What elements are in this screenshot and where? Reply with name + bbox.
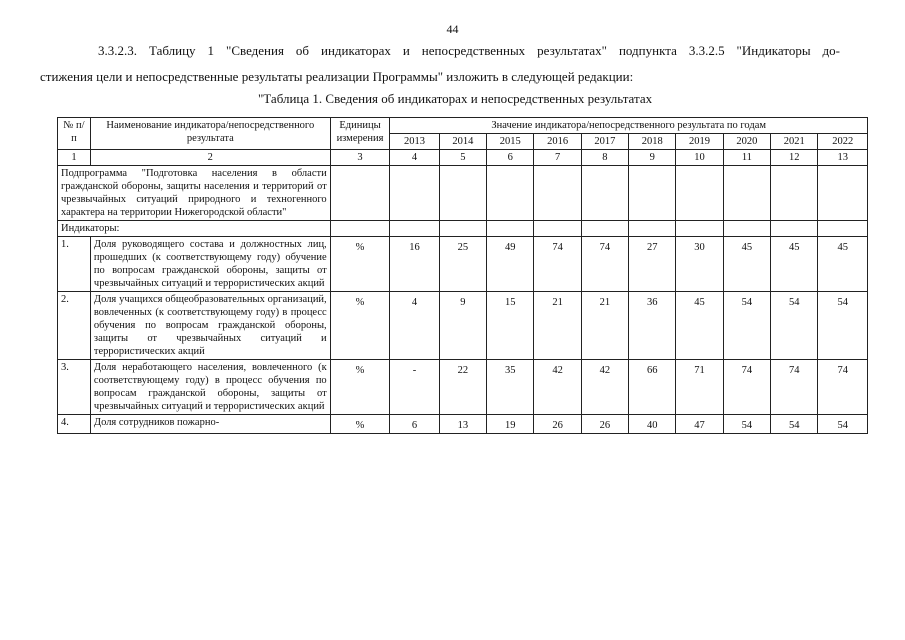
col-number: 4 bbox=[390, 150, 439, 166]
value-cell-2022: 54 bbox=[818, 415, 868, 434]
indicators-label-row bbox=[58, 221, 868, 237]
indicator-unit: % bbox=[330, 415, 390, 434]
col-number: 1 bbox=[58, 150, 91, 166]
intro-line-1: 3.3.2.3. Таблицу 1 "Сведения об индикаторах и непосредственных результатах" подпункта 3.3.2.5 "Индикаторы до- bbox=[98, 43, 840, 58]
value-cell-2016: 74 bbox=[534, 237, 581, 292]
col-number: 11 bbox=[723, 150, 770, 166]
year-2018: 2018 bbox=[629, 134, 676, 150]
value-cell-2015: 15 bbox=[487, 292, 534, 360]
table-row bbox=[58, 292, 868, 360]
subprogram-row bbox=[58, 166, 868, 221]
table-row bbox=[58, 360, 868, 415]
value-cell-2015: 35 bbox=[487, 360, 534, 415]
col-number: 6 bbox=[487, 150, 534, 166]
header-num: № п/п bbox=[58, 118, 91, 150]
year-2021: 2021 bbox=[771, 134, 818, 150]
table-caption: "Таблица 1. Сведения об индикаторах и непосредственных результатах bbox=[258, 91, 653, 106]
value-cell-2017: 42 bbox=[581, 360, 628, 415]
col-number: 8 bbox=[581, 150, 628, 166]
value-cell-2017: 21 bbox=[581, 292, 628, 360]
column-numbers-row bbox=[58, 150, 868, 166]
value-cell-2017: 74 bbox=[581, 237, 628, 292]
value-cell-2014: 9 bbox=[439, 292, 486, 360]
value-cell-2017: 26 bbox=[581, 415, 628, 434]
header-unit: Единицы измерения bbox=[330, 118, 390, 150]
value-cell-2020: 54 bbox=[723, 292, 770, 360]
value-cell-2020: 54 bbox=[723, 415, 770, 434]
value-cell-2018: 36 bbox=[629, 292, 676, 360]
indicators-table bbox=[57, 117, 868, 434]
header-name: Наименование индикатора/непосредственного результата bbox=[90, 118, 330, 150]
value-cell-2014: 25 bbox=[439, 237, 486, 292]
table-row bbox=[58, 237, 868, 292]
value-cell-2020: 45 bbox=[723, 237, 770, 292]
value-cell-2020: 74 bbox=[723, 360, 770, 415]
col-number: 13 bbox=[818, 150, 868, 166]
indicator-name: Доля сотрудников пожарно- bbox=[90, 415, 330, 434]
value-cell-2021: 54 bbox=[771, 292, 818, 360]
year-2014: 2014 bbox=[439, 134, 486, 150]
value-cell-2019: 47 bbox=[676, 415, 723, 434]
indicator-unit: % bbox=[330, 292, 390, 360]
value-cell-2015: 19 bbox=[487, 415, 534, 434]
row-number: 4. bbox=[58, 415, 91, 434]
col-number: 9 bbox=[629, 150, 676, 166]
subprogram-title: Подпрограмма "Подготовка населения в области гражданской обороны, защиты населения и территорий от чрезвычайных ситуаций природного и техногенного характера на территории Нижегородской области" bbox=[58, 166, 331, 221]
value-cell-2018: 66 bbox=[629, 360, 676, 415]
value-cell-2013: - bbox=[390, 360, 439, 415]
year-2022: 2022 bbox=[818, 134, 868, 150]
value-cell-2014: 13 bbox=[439, 415, 486, 434]
value-cell-2022: 54 bbox=[818, 292, 868, 360]
page-number: 44 bbox=[446, 22, 459, 36]
indicator-name: Доля руководящего состава и должностных лиц, прошедших (к соответствующему году) обучение по вопросам гражданской обороны, защиты от чрезвычайных ситуаций и террористических акций bbox=[90, 237, 330, 292]
col-number: 12 bbox=[771, 150, 818, 166]
year-2016: 2016 bbox=[534, 134, 581, 150]
col-number: 5 bbox=[439, 150, 486, 166]
col-number: 2 bbox=[90, 150, 330, 166]
value-cell-2018: 27 bbox=[629, 237, 676, 292]
value-cell-2021: 74 bbox=[771, 360, 818, 415]
col-number: 7 bbox=[534, 150, 581, 166]
indicator-name: Доля неработающего населения, вовлеченного (к соответствующему году) в процесс обучения по вопросам гражданской обороны, защиты от чрезвычайных ситуаций и террористических акций bbox=[90, 360, 330, 415]
value-cell-2013: 16 bbox=[390, 237, 439, 292]
value-cell-2018: 40 bbox=[629, 415, 676, 434]
intro-paragraph bbox=[40, 38, 840, 90]
value-cell-2016: 26 bbox=[534, 415, 581, 434]
row-number: 1. bbox=[58, 237, 91, 292]
table-row bbox=[58, 415, 868, 434]
value-cell-2015: 49 bbox=[487, 237, 534, 292]
value-cell-2019: 30 bbox=[676, 237, 723, 292]
indicator-name: Доля учащихся общеобразовательных организаций, вовлеченных (к соответствующему году) в процесс обучения по вопросам гражданской обороны, защиты от чрезвычайных ситуаций и террористических акций bbox=[90, 292, 330, 360]
value-cell-2022: 74 bbox=[818, 360, 868, 415]
year-2017: 2017 bbox=[581, 134, 628, 150]
value-cell-2021: 45 bbox=[771, 237, 818, 292]
value-cell-2013: 4 bbox=[390, 292, 439, 360]
value-cell-2021: 54 bbox=[771, 415, 818, 434]
value-cell-2016: 21 bbox=[534, 292, 581, 360]
value-cell-2013: 6 bbox=[390, 415, 439, 434]
year-2019: 2019 bbox=[676, 134, 723, 150]
indicator-unit: % bbox=[330, 360, 390, 415]
col-number: 3 bbox=[330, 150, 390, 166]
row-number: 3. bbox=[58, 360, 91, 415]
indicators-label: Индикаторы: bbox=[58, 221, 331, 237]
value-cell-2022: 45 bbox=[818, 237, 868, 292]
col-number: 10 bbox=[676, 150, 723, 166]
row-number: 2. bbox=[58, 292, 91, 360]
value-cell-2019: 71 bbox=[676, 360, 723, 415]
year-2020: 2020 bbox=[723, 134, 770, 150]
year-2015: 2015 bbox=[487, 134, 534, 150]
value-cell-2014: 22 bbox=[439, 360, 486, 415]
indicator-unit: % bbox=[330, 237, 390, 292]
value-cell-2016: 42 bbox=[534, 360, 581, 415]
value-cell-2019: 45 bbox=[676, 292, 723, 360]
header-values-group: Значение индикатора/непосредственного результата по годам bbox=[390, 118, 868, 134]
year-2013: 2013 bbox=[390, 134, 439, 150]
intro-line-2: стижения цели и непосредственные результаты реализации Программы" изложить в следующей редакции: bbox=[40, 69, 634, 84]
